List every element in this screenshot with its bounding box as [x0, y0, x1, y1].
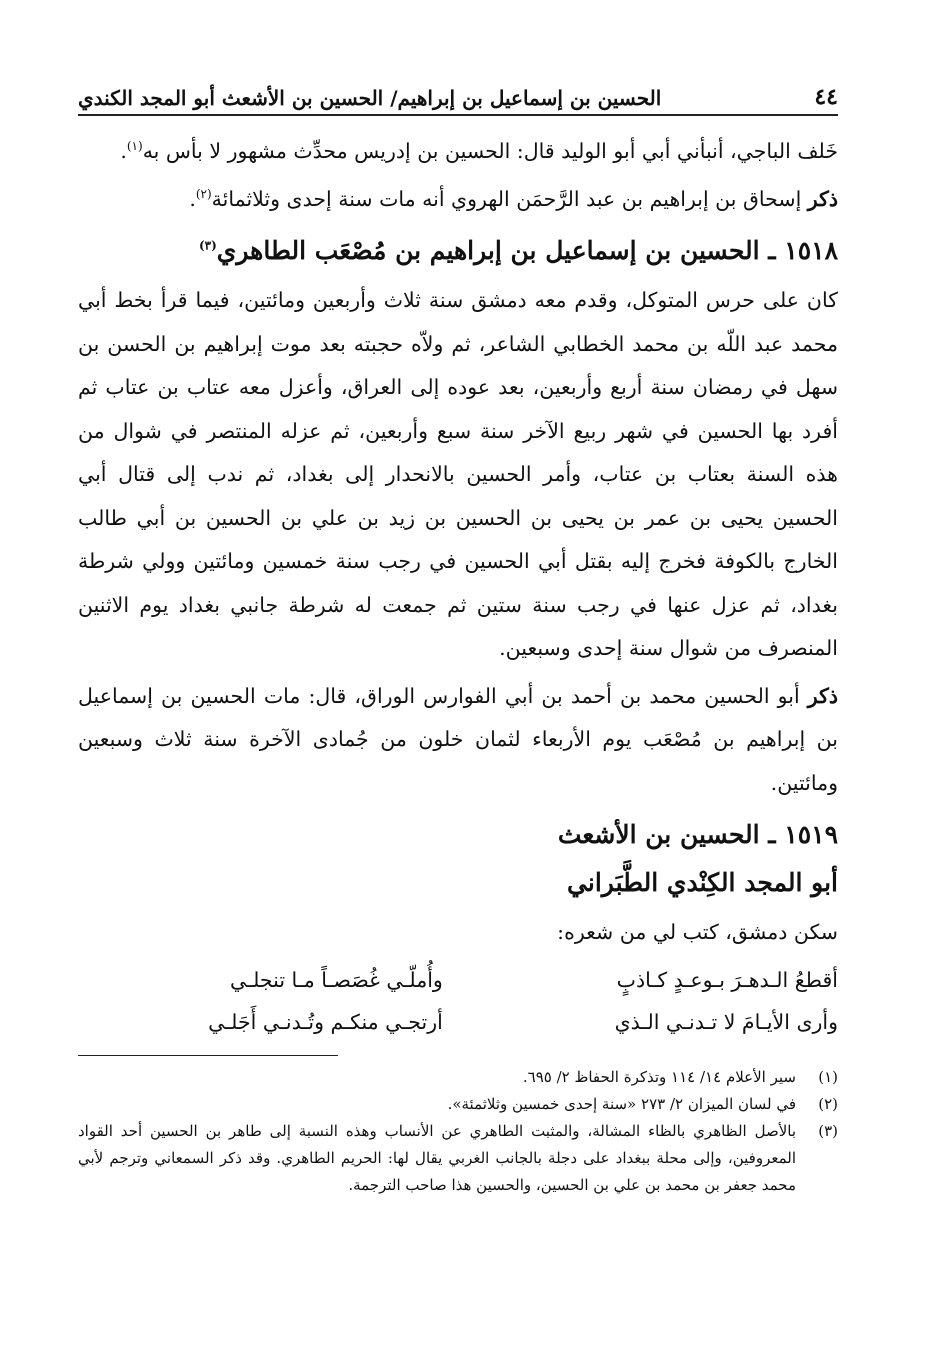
intro-paragraph-2: [78, 178, 838, 222]
paragraph-lead-word: ذكر: [807, 683, 838, 708]
page-number: ٤٤: [814, 84, 838, 110]
footnote-ref: (١): [126, 139, 143, 154]
paragraph-text: أبو الحسين محمد بن أحمد بن أبي الفوارس الوراق، قال: مات الحسين بن إسماعيل بن إبراهيم بن مُصْعَب يوم الأربعاء لثمان خلون من جُمادى الآخرة سنة ثلاث وسبعين ومائتين.: [78, 683, 838, 795]
poem-intro: سكن دمشق، كتب لي من شعره:: [557, 920, 838, 944]
poem-verse: [78, 959, 838, 1001]
entry-1518-paragraph-2: [78, 675, 838, 806]
running-header: [78, 62, 838, 116]
entry-heading-line-2: أبو المجد الكِنْدي الطَّبَراني: [567, 868, 838, 897]
footnote-ref: (٣): [198, 238, 217, 253]
paragraph-text: إسحاق بن إبراهيم بن عبد الرَّحمَن الهروي أنه مات سنة إحدى وثلاثمائة: [211, 186, 808, 211]
paragraph-text: خَلف الباجي، أنبأني أبي أبو الوليد قال: الحسين بن إدريس محدِّث مشهور لا بأس به: [142, 139, 838, 163]
entry-heading-line-1: ١٥١٩ ـ الحسين بن الأشعث: [557, 820, 838, 849]
entry-1519-heading: [78, 811, 838, 907]
footnote-item: [78, 1118, 838, 1199]
main-text: [78, 130, 838, 1043]
paragraph-lead-word: ذكر: [807, 186, 838, 211]
footnote-number: (٢): [818, 1094, 838, 1113]
footnote-text: في لسان الميزان ٢/ ٢٧٣ «سنة إحدى خمسين وثلاثمئة».: [447, 1094, 796, 1113]
footnote-ref: (٢): [195, 186, 212, 201]
footnote-item: [78, 1091, 838, 1118]
poem-verse: [78, 1001, 838, 1043]
footnote-text: بالأصل الظاهري بالظاء المشالة، والمثبت الطاهري عن الأنساب وهذه النسبة إلى طاهر بن الحسين أحد القواد المعروفين، وإلى محلة ببغداد على دجلة بالجانب الغربي يقال لها: الحريم الطاهري. وقد ذكر السمعاني وترجم لأبي محمد جعفر بن محمد بن علي بن الحسين، والحسين هذا صاحب الترجمة.: [78, 1121, 796, 1194]
sentence-end: .: [120, 139, 127, 163]
entry-1518-paragraph-1: كان على حرس المتوكل، وقدم معه دمشق سنة ثلاث وأربعين ومائتين، فيما قرأ بخط أبي محمد عبد اللّه بن محمد الخطابي الشاعر، ثم ولاّه حجبته بعد موت إبراهيم بن الحسن بن سهل في رمضان سنة أربع وأربعين، بعد عوده إلى العراق، وأعزل معه عتاب بن عتاب ثم أفرد بها الحسين في شهر ربيع الآخر سنة سبع وأربعين، ثم عزله المنتصر في شوال من هذه السنة بعتاب بن عتاب، وأمر الحسين بالانحدار إلى بغداد، ثم ندب إلى قتال أبي الحسين يحيى بن عمر بن يحيى بن الحسين بن زيد بن علي بن الحسين بن أبي طالب الخارج بالكوفة فخرج إليه بقتل أبي الحسين في رجب سنة خمسين ومائتين وولي شرطة بغداد، ثم عزل عنها في رجب سنة ستين ثم جمعت له شرطة جانبي بغداد يوم الاثنين المنصرف من شوال سنة إحدى وسبعين.: [78, 288, 838, 660]
entry-heading-text: ١٥١٨ ـ الحسين بن إسماعيل بن إبراهيم بن مُصْعَب الطاهري: [216, 236, 838, 265]
entry-1518-heading: [78, 227, 838, 275]
footnote-text: سير الأعلام ١٤/ ١١٤ وتذكرة الحفاظ ٢/ ٦٩٥.: [522, 1067, 796, 1086]
footnote-divider: [78, 1055, 338, 1056]
footnote-number: (١): [818, 1067, 838, 1086]
footnote-item: [78, 1064, 838, 1091]
footnote-number: (٣): [818, 1121, 838, 1140]
sentence-end: .: [189, 186, 196, 211]
intro-paragraph-1: [78, 130, 838, 174]
verse-second-hemistich: أرتجـي منكـم وتُـدنـي أَجَلـي: [208, 1009, 443, 1034]
running-title: الحسين بن إسماعيل بن إبراهيم/ الحسين بن الأشعث أبو المجد الكندي: [78, 86, 662, 110]
verse-first-hemistich: أقطعُ الـدهـرَ بـوعـدٍ كـاذبٍ: [616, 967, 838, 992]
footnotes: [78, 1064, 838, 1199]
verse-first-hemistich: وأرى الأيـامَ لا تـدنـي الـذي: [614, 1009, 838, 1034]
verse-second-hemistich: وأُملّـي غُصَصـاً مـا تنجلـي: [230, 967, 443, 992]
book-page: [78, 62, 838, 1312]
